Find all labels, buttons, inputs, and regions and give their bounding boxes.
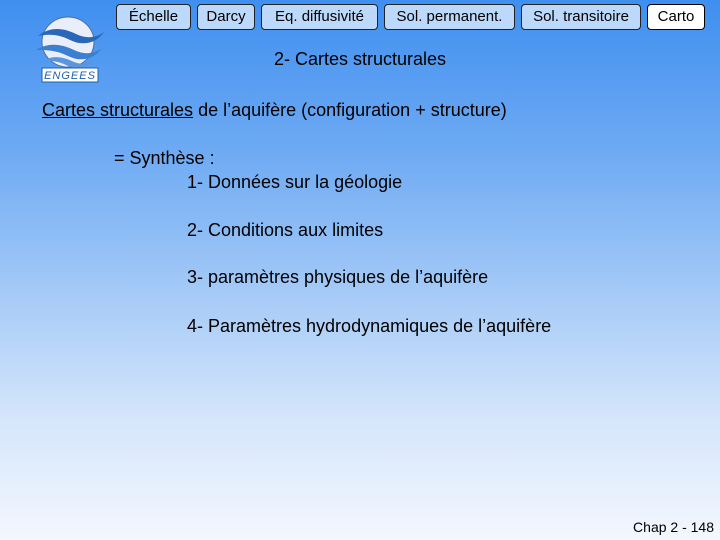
list-item: 3- paramètres physiques de l’aquifère	[187, 267, 489, 287]
slide-subtitle: 2- Cartes structurales	[273, 49, 447, 69]
logo-text: ENGEES	[44, 70, 96, 82]
page-number: Chap 2 - 148	[633, 519, 714, 535]
list-item: 4- Paramètres hydrodynamiques de l’aquifère	[187, 316, 552, 336]
tab-darcy[interactable]: Darcy	[197, 4, 255, 30]
heading-underlined-text: Cartes structurales	[42, 100, 194, 120]
heading-rest-text: de l’aquifère (configuration + structure)	[193, 100, 507, 120]
list-item: 1- Données sur la géologie	[187, 172, 403, 192]
slide-heading	[42, 99, 507, 121]
tab-eq-diffusivite[interactable]: Eq. diffusivité	[261, 4, 378, 30]
list-item: 2- Conditions aux limites	[187, 220, 384, 240]
nav-tabs	[0, 4, 720, 34]
synthese-label: = Synthèse :	[114, 148, 215, 168]
tab-echelle[interactable]: Échelle	[116, 4, 191, 30]
tab-carto[interactable]: Carto	[647, 4, 705, 30]
tab-sol-transitoire[interactable]: Sol. transitoire	[521, 4, 641, 30]
tab-sol-permanent[interactable]: Sol. permanent.	[384, 4, 515, 30]
